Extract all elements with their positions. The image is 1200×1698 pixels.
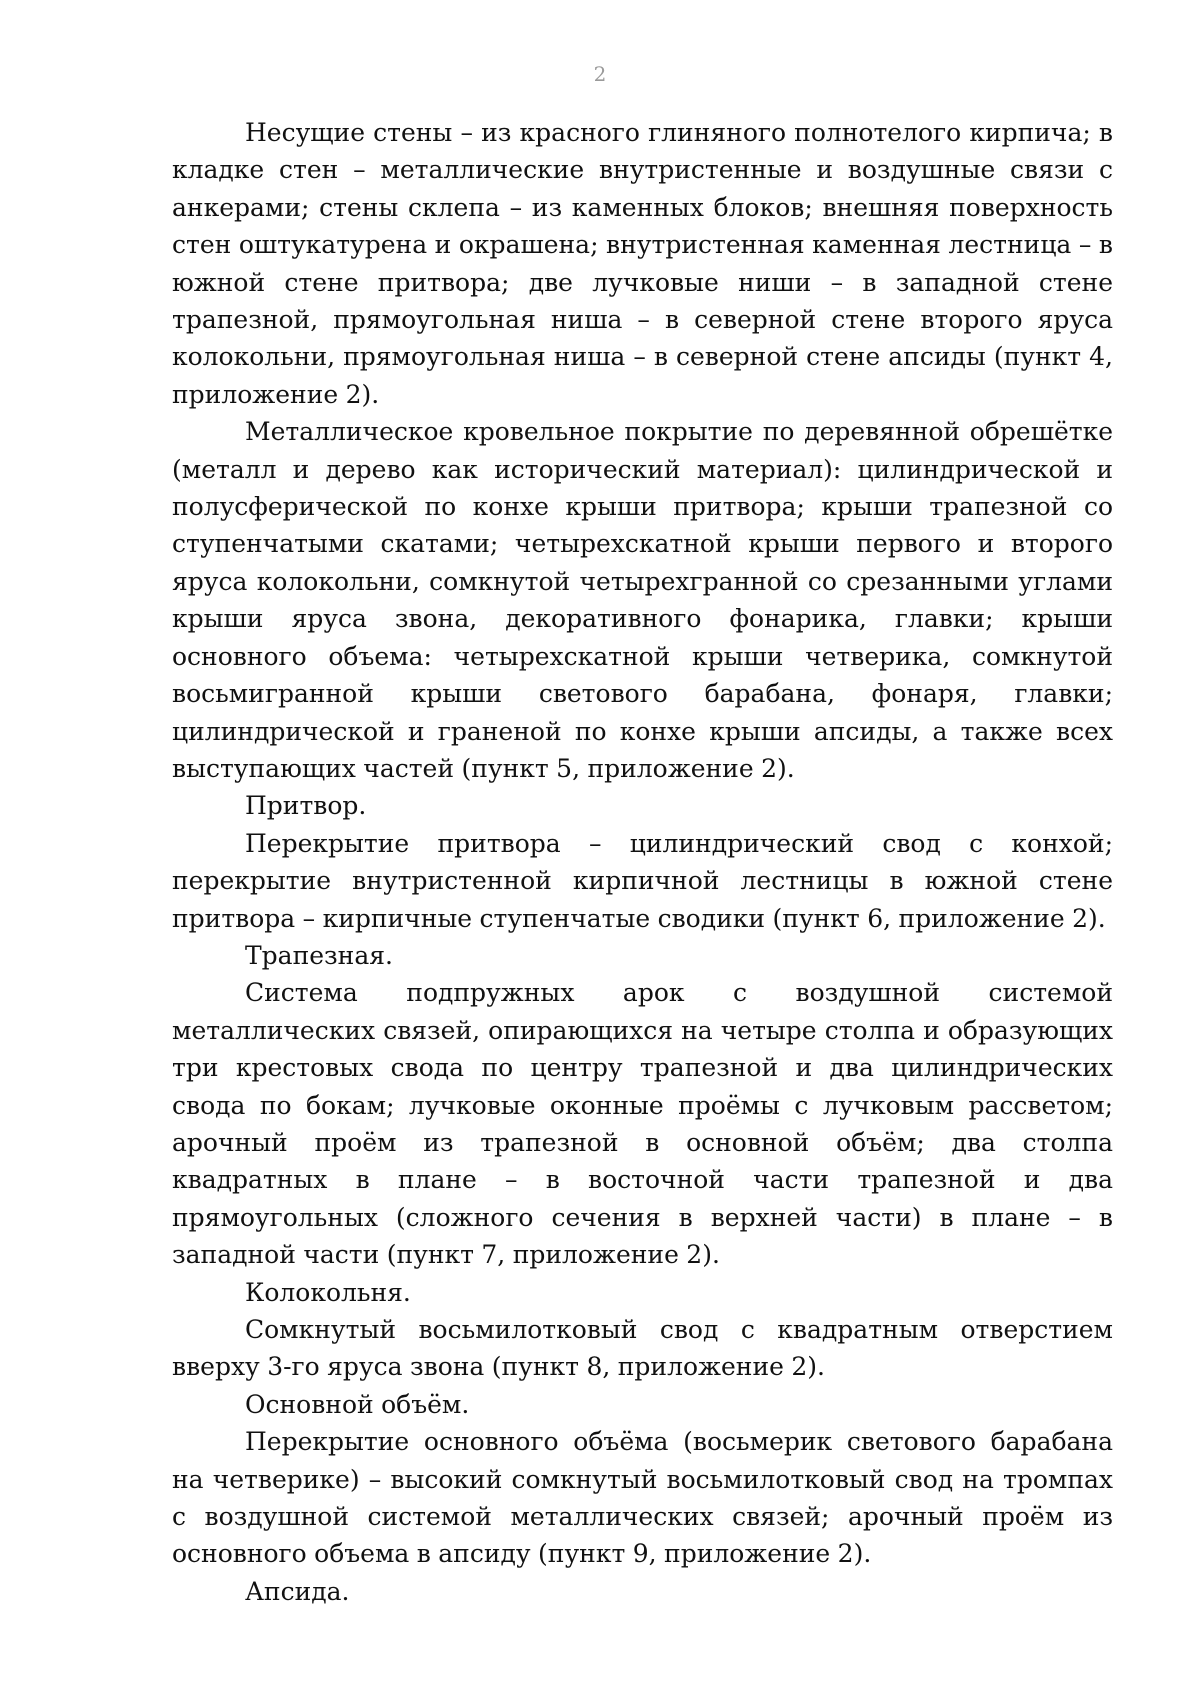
document-body bbox=[172, 114, 1113, 1610]
paragraph-main-volume-ceiling: Перекрытие основного объёма (восьмерик светового барабана на четверике) – высокий сомкнутый восьмилотковый свод на тромпах с воздушной системой металлических связей; арочный проём из основного объема в апсиду (пункт 9, приложение 2). bbox=[172, 1427, 1113, 1569]
section-heading-refectory: Трапезная. bbox=[245, 940, 393, 970]
section-heading-apse: Апсида. bbox=[245, 1576, 350, 1606]
page-number: 2 bbox=[593, 62, 607, 86]
section-heading-narthex: Притвор. bbox=[245, 791, 367, 821]
paragraph-load-bearing-walls: Несущие стены – из красного глиняного полнотелого кирпича; в кладке стен – металлические внутристенные и воздушные связи с анкерами; стены склепа – из каменных блоков; внешняя поверхность стен оштукатурена и окрашена; внутристенная каменная лестница – в южной стене притвора; две лучковые ниши – в западной стене трапезной, прямоугольная ниша – в северной стене второго яруса колокольни, прямоугольная ниша – в северной стене апсиды (пункт 4, приложение 2). bbox=[172, 118, 1113, 409]
paragraph-narthex-ceiling: Перекрытие притвора – цилиндрический свод с конхой; перекрытие внутристенной кирпичной лестницы в южной стене притвора – кирпичные ступенчатые сводики (пункт 6, приложение 2). bbox=[172, 828, 1113, 933]
paragraph-refectory-arches: Система подпружных арок с воздушной системой металлических связей, опирающихся на четыре столпа и образующих три крестовых свода по центру трапезной и два цилиндрических свода по бокам; лучковые оконные проёмы с лучковым рассветом; арочный проём из трапезной в основной объём; два столпа квадратных в плане – в восточной части трапезной и два прямоугольных (сложного сечения в верхней части) в плане – в западной части (пункт 7, приложение 2). bbox=[172, 978, 1113, 1270]
section-heading-bell-tower: Колокольня. bbox=[245, 1277, 411, 1307]
paragraph-metal-roofing: Металлическое кровельное покрытие по деревянной обрешётке (металл и дерево как исторический материал): цилиндрической и полусферической по конхе крыши притвора; крыши трапезной со ступенчатыми скатами; четырехскатной крыши первого и второго яруса колокольни, сомкнутой четырехгранной со срезанными углами крыши яруса звона, декоративного фонарика, главки; крыши основного объема: четырехскатной крыши четверика, сомкнутой восьмигранной крыши светового барабана, фонаря, главки; цилиндрической и граненой по конхе крыши апсиды, а также всех выступающих частей (пункт 5, приложение 2). bbox=[172, 417, 1113, 783]
section-heading-main-volume: Основной объём. bbox=[245, 1389, 470, 1419]
paragraph-bell-tower-vault: Сомкнутый восьмилотковый свод с квадратным отверстием вверху 3-го яруса звона (пункт 8, приложение 2). bbox=[172, 1315, 1113, 1382]
